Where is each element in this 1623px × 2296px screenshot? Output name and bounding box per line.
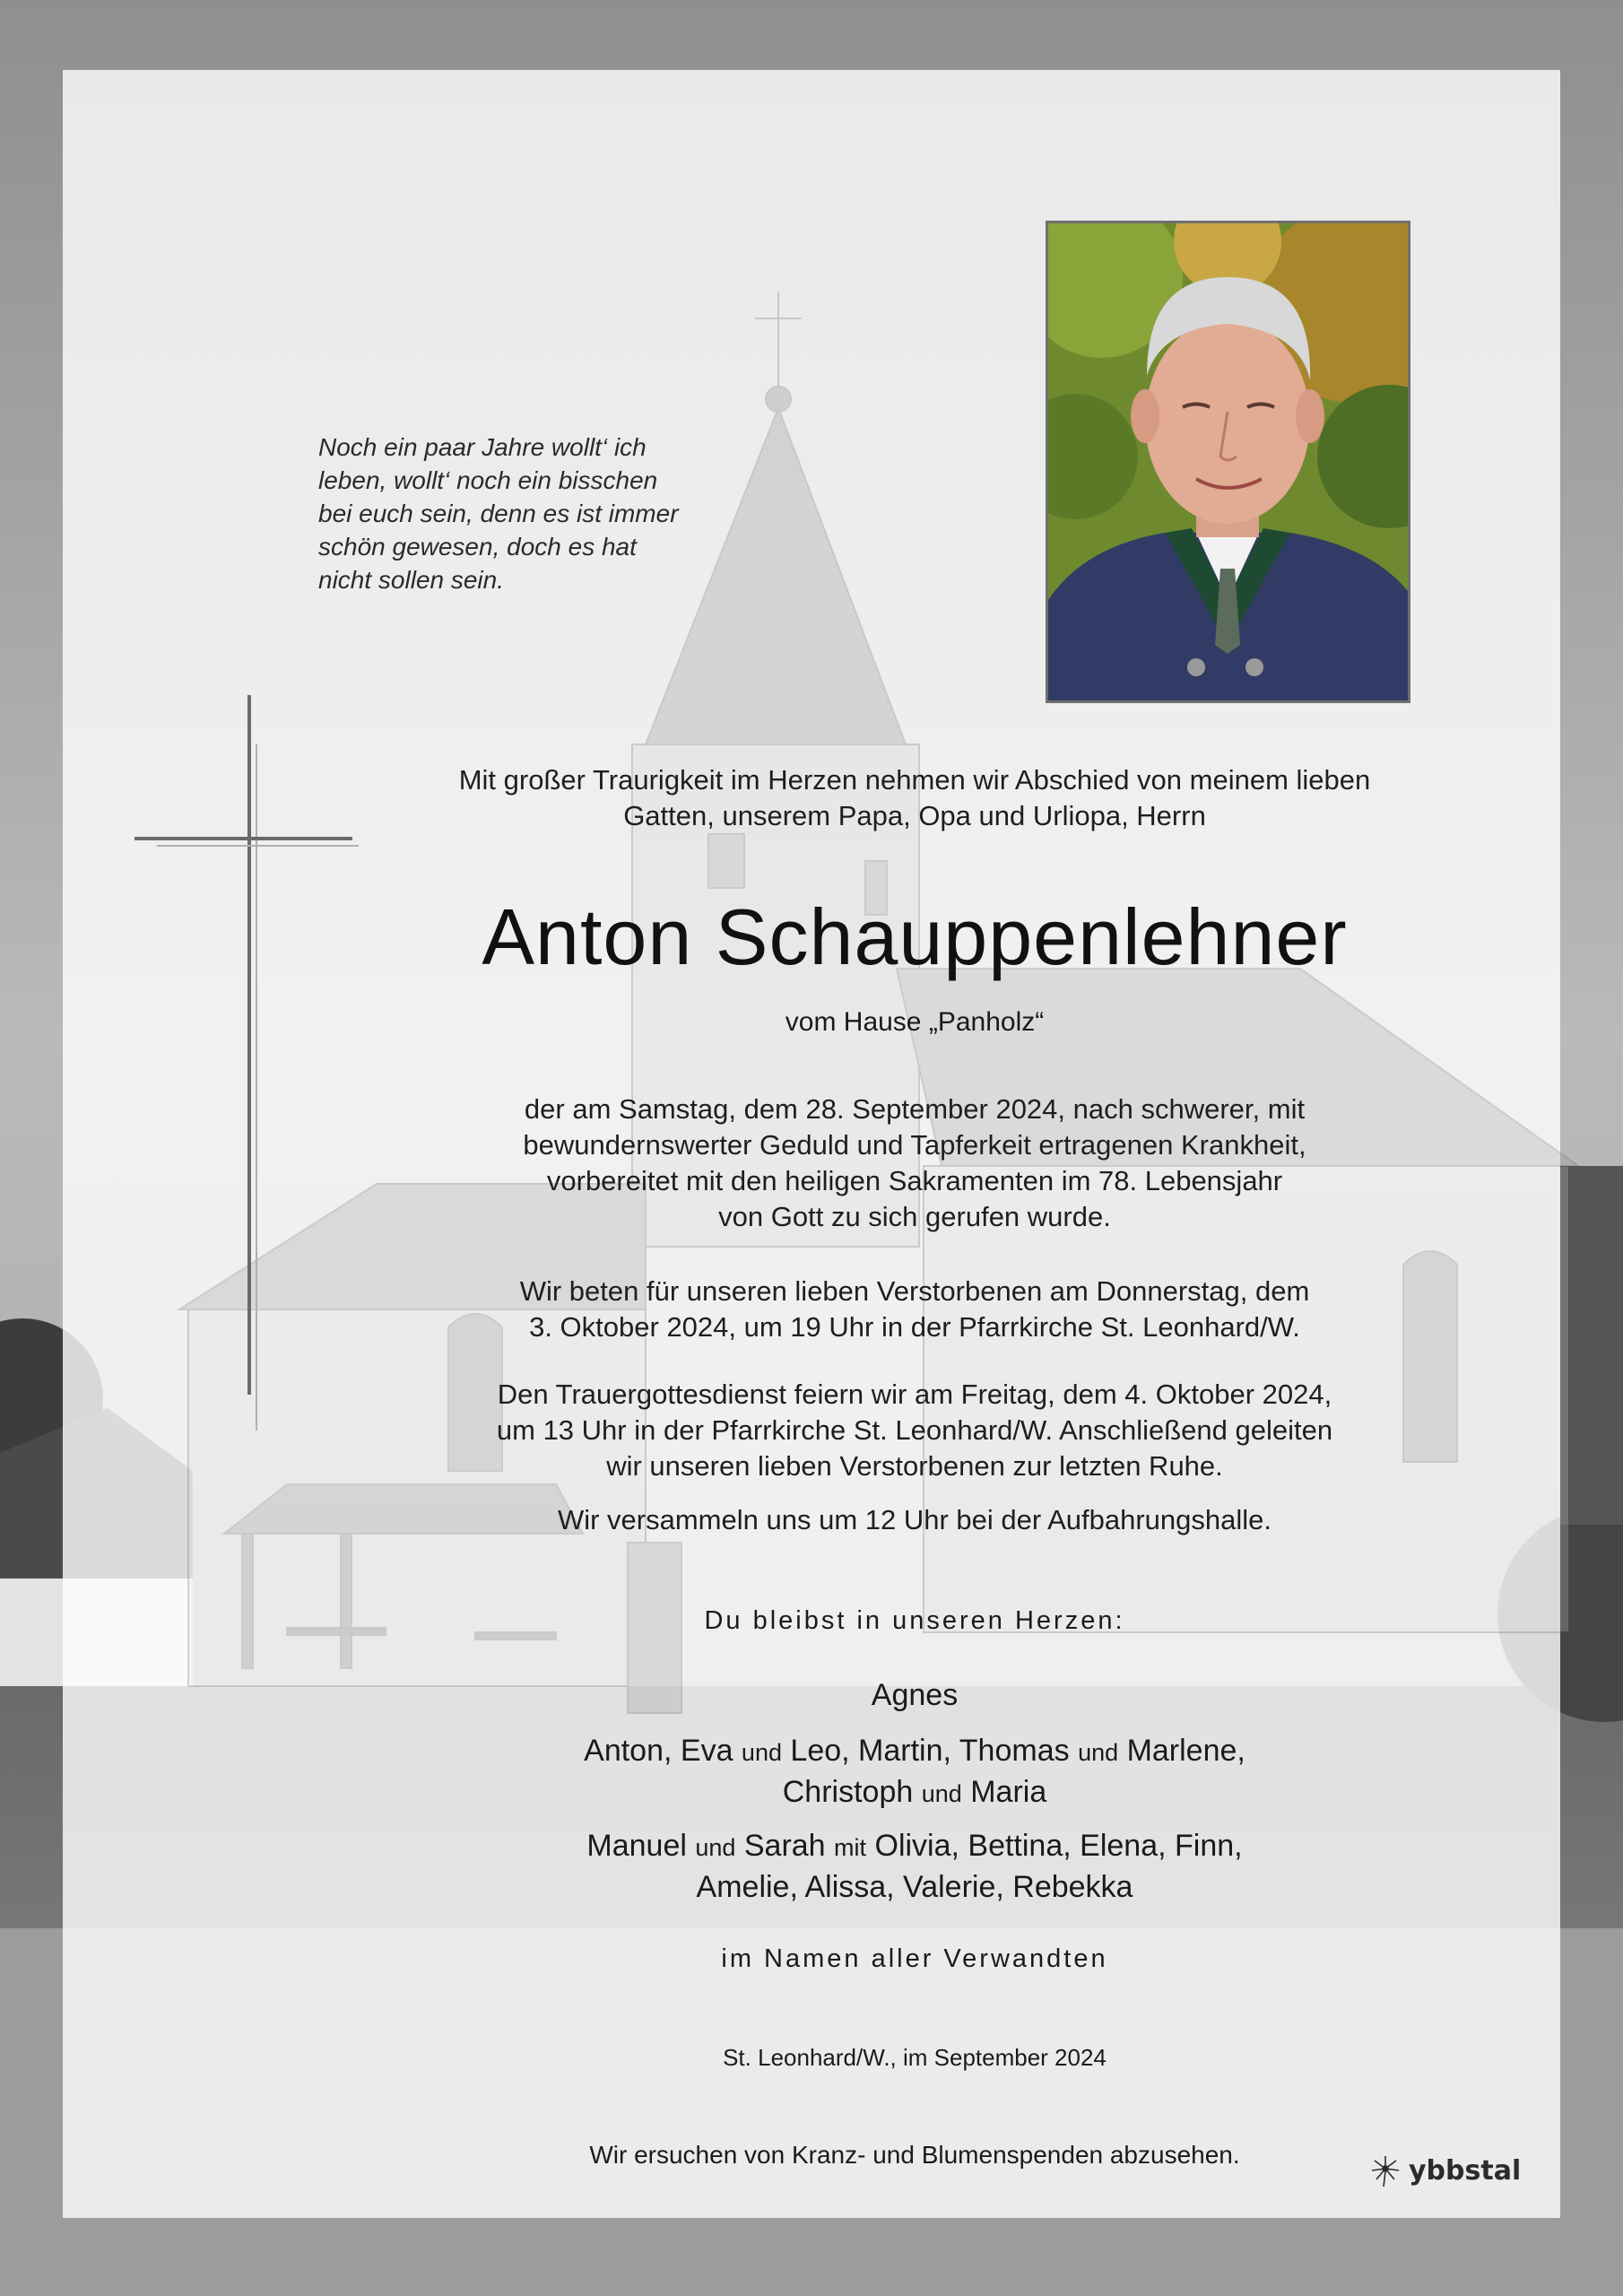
deceased-name: Anton Schauppenlehner: [482, 892, 1348, 981]
spouse-name: Agnes: [871, 1678, 959, 1712]
house-name: vom Hause „Panholz“: [785, 1007, 1045, 1037]
relatives-line: im Namen aller Verwandten: [721, 1944, 1108, 1973]
intro-text: Mit großer Traurigkeit im Herzen nehmen wir Abschied von meinem lieben Gatten, unserem Papa, Opa und Urliopa, Herrn: [458, 764, 1371, 831]
place-date: St. Leonhard/W., im September 2024: [723, 2044, 1107, 2071]
logo-text: ybbstal: [1409, 2154, 1522, 2187]
gathering-paragraph: Wir versammeln uns um 12 Uhr bei der Aufbahrungshalle.: [557, 1504, 1272, 1535]
ybbstal-logo: [1367, 2151, 1521, 2190]
grandchildren-line-2: Amelie, Alissa, Valerie, Rebekka: [696, 1870, 1133, 1904]
death-paragraph: der am Samstag, dem 28. September 2024, nach schwerer, mit bewundernswerter Geduld und Tapferkeit ertragenen Krankheit, vorbereitet mit den heiligen Sakramenten im 78. Lebensjahr von Gott zu sich gerufen wurde.: [523, 1093, 1306, 1232]
children-line-2: Christoph und Maria: [782, 1775, 1047, 1809]
grandchildren-names: [377, 1826, 1453, 1907]
children-line-1: Anton, Eva und Leo, Martin, Thomas und Marlene,: [584, 1734, 1245, 1768]
heart-line: Du bleibst in unseren Herzen:: [704, 1606, 1125, 1635]
children-names: [377, 1731, 1453, 1813]
cross-icon: [130, 695, 363, 1431]
prayer-paragraph: Wir beten für unseren lieben Verstorbenen am Donnerstag, dem 3. Oktober 2024, um 19 Uhr in der Pfarrkirche St. Leonhard/W.: [519, 1275, 1310, 1343]
portrait-photo: [1046, 221, 1410, 703]
memorial-quote: Noch ein paar Jahre wollt‘ ich leben, wollt‘ noch ein bisschen bei euch sein, denn es ist immer schön gewesen, doch es hat nicht sollen sein.: [318, 433, 679, 594]
service-paragraph: Den Trauergottesdienst feiern wir am Freitag, dem 4. Oktober 2024, um 13 Uhr in der Pfarrkirche St. Leonhard/W. Anschließend geleiten wir unseren lieben Verstorbenen zur letzten Ruhe.: [496, 1378, 1333, 1482]
dandelion-icon: [1367, 2152, 1403, 2188]
grandchildren-line-1: Manuel und Sarah mit Olivia, Bettina, Elena, Finn,: [586, 1829, 1243, 1863]
flower-request: Wir ersuchen von Kranz- und Blumenspenden abzusehen.: [589, 2141, 1240, 2169]
